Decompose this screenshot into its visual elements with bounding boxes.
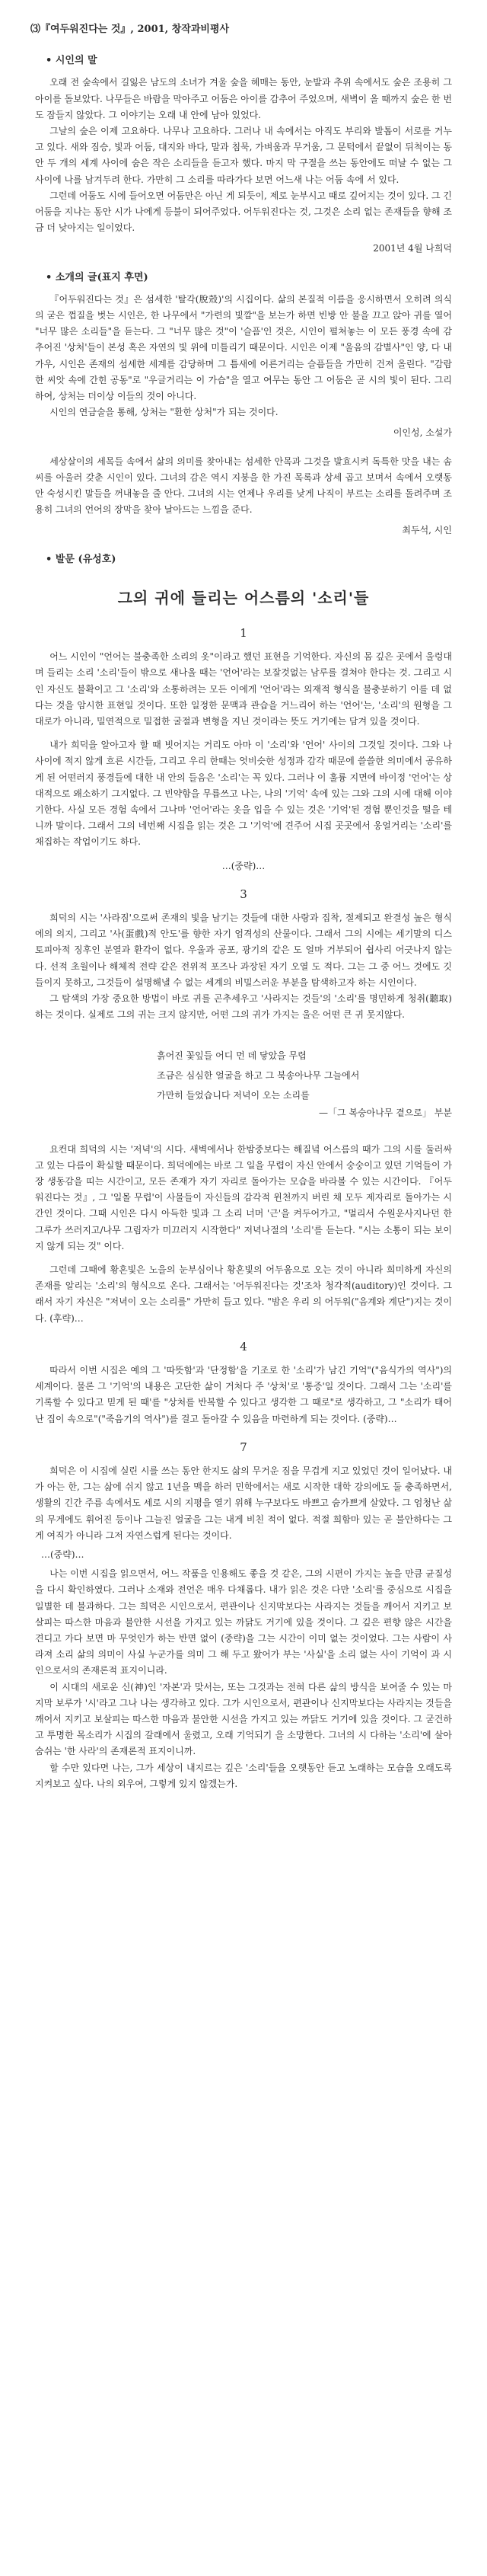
poem-quote <box>157 1046 452 1105</box>
poet-words-heading: • 시인의 말 <box>46 55 97 67</box>
section-paragraph: 따라서 이번 시집은 예의 그 '따뜻함'과 '단정함'을 기조로 한 '소리'가 남긴 기억"("음식가의 역사")의 세계이다. 물론 그 '기억'의 내용은 고단한 삶이 거처다 주 '상처'로 '통증'일 것이다. 그래서 그는 '소리'를 기록할 수 있다고 믿게 된 때'를 "상처를 반복할 수 있다고 생각한 그 때로"로 생각하고, 그 "소리가 태어난 집이 속으로"("죽음기의 역사")를 걸고 돌아갈 수 있음을 마련하게 되는 것이다. (중략)… <box>35 1365 452 1424</box>
poet-words-paragraph: 오래 전 숲속에서 길잃은 남도의 소녀가 겨울 숲을 헤매는 동안, 눈발과 추위 속에서도 숲은 조용히 그 아이를 돌보았다. 나무들은 바람을 막아주고 어둠은 아이를 감추어 주었으며, 새벽이 올 때까지 숲은 한 번도 잠들지 않았다. 그 이야기는 오래 내 안에 남아 있었다. <box>35 77 452 120</box>
section-paragraph: 요컨대 희덕의 시는 '저녁'의 시다. 새벽에서나 한밤중보다는 해질녘 어스름의 때가 그의 시를 둘러싸고 있는 다름이 확실할 때문이다. 희덕에에는 바로 그 일을 무렵이 자신 안에서 숭숭이고 있던 기억들이 가장 생동감을 띠는 시간이고, 모든 존재가 자기 자리로 돌아가는 모습을 바라볼 수 있는 시간이다. 『어두워진다는 것』, 그 '일몰 무렵'이 사물들이 자신들의 감각적 윈천까지 버린 채 모두 제자리로 돌아가는 시간인 것이다. 그때 시인은 다시 아득한 빛과 그 소리 너머 '근'을 켜두어가고, "멀리서 수원운사지나던 한그루가 쓰러지고/나무 그림자가 미끄러지 시작한다" 저녁나절의 '소리'를 듣는다. "시는 소통이 되는 보이지 않게 되는 것" 이다. <box>35 1143 452 1251</box>
section-number: 4 <box>240 1339 247 1354</box>
poet-words-paragraph: 그날의 숲은 이제 고요하다. 나무나 고요하다. 그러나 내 속에서는 아직도 부리와 발톱이 서로를 거누고 있다. 새와 짐승, 빛과 어둠, 대지와 바다, 말과 침묵, 가벼움과 무거움, 그 문턱에서 끝없이 뒤척이는 동안 두 개의 세계 사이에 숨은 작은 소리들을 듣고자 했다. 마지 막 구절을 쓰는 동안에도 떠날 수 없는 그 사이에 나를 남겨두려 한다. 가만히 그 소리를 따라가다 보면 어느새 나는 어둠 속에 서 있다. <box>35 126 452 185</box>
cover-blurb-signature-2: 최두석, 시인 <box>402 525 452 536</box>
poem-line: 가만히 들었습니다 저녁이 오는 소리를 <box>157 1090 310 1101</box>
section-number: 1 <box>240 625 247 640</box>
section-paragraph: 그 탐색의 가장 중요한 방법이 바로 귀를 곤추세우고 '사라지는 것들'의 '소리'를 명민하게 청취(聽取)하는 것이다. 실제로 그의 귀는 크지 않지만, 어떤 그의 귀가 가지는 울은 어떤 큰 귀 못지않다. <box>35 992 452 1021</box>
poem-source: —「그 복숭아나무 곁으로」 부분 <box>319 1107 452 1119</box>
section-paragraph: 이 시대의 새로운 신(神)인 '자본'과 맞서는, 또는 그것과는 전혀 다른 삶의 방식을 보여줄 수 있는 마지막 보루가 '시'라고 그나 나는 생각하고 있다. 그가 시인으로서, 편관이나 신지막보다는 사라지는 것들을 깨어서 지키고 보살피는 따스한 마음과 불안한 시선을 가지고 있는 까닭도 거기에 있을 것이다. 그 굳건하고 투명한 목소리가 시집의 갈래에서 울렸고, 오래 기억되기 을 소망한다. 그녀의 시 다하는 '소리'에 살아 숨쉬는 '한 사라'의 존재론적 표지이니까. <box>35 1681 452 1757</box>
cover-blurb-heading: • 소개의 글(표지 후면) <box>46 271 148 283</box>
cover-blurb-signature-1: 이인성, 소설가 <box>393 427 452 439</box>
section-paragraph: 희덕의 시는 '사라짐'으로써 존재의 빛을 남기는 것들에 대한 사랑과 집착, 절제되고 완결성 높은 형식에의 의지, 그리고 '사(蛋戲)적 안도'를 향한 자기 엄격성의 산물이다. 그래서 그의 시에는 세기말의 디스토피아적 징후인 분열과 환각이 없다. 우울과 공포, 광기의 같은 도 얼마 거부되어 쉽사리 어긋나지 않는다. 선적 초월이나 해체적 전략 같은 전위적 포즈나 과장된 자기 오열 도 적다. 그는 그 중 어느 것에도 깃들이지 못하고, 그것들이 설명해낼 수 없는 세계의 비밀스러운 부분을 탐색하고자 하는 시인이다. <box>35 912 452 988</box>
section-paragraph: 할 수만 있다면 나는, 그가 세상이 내지르는 깊은 '소리'들을 오랫동안 듣고 노래하는 모습을 오래도록 지켜보고 싶다. 나의 외우여, 그렇게 있지 않겠는가. <box>35 1762 452 1789</box>
section-paragraph: 그런데 그때에 황혼빛은 노을의 눈부심이나 황혼빛의 어두움으로 오는 것이 아니라 희미하게 자신의 존재를 알리는 '소리'의 형식으로 온다. 그래서는 '어두워진다는 것'조차 청각적(auditory)인 것이다. 그래서 자기 자신은 "저녁이 오는 소리를" 가만히 들고 있다. "밤은 우리 의 어두워("음계와 계단")지는 것이다. (후략)… <box>35 1264 452 1324</box>
section-paragraph: 어느 시인이 "언어는 불충족한 소리의 옷"이라고 했던 표현을 기억한다. 자신의 몸 깊은 곳에서 울렁대며 들리는 소리 '소리'들이 밖으로 새나올 때는 '언어'라는 보잘것없는 남루를 걸쳐야 한다는 것. 그리고 시인 자신도 불확이고 그 '소리'와 소통하려는 모든 이에게 '언어'라는 외재적 형식을 불충분하기 이를 데 없다는 것을 암시한 표현일 것이다. 또한 일정한 문맥과 관습을 거느리어 하는 '언어'는, '소리'의 원형을 그대로가 아니라, 밀연적으로 밀접한 굴절과 변형을 지닌 것이라는 뜻도 거기에는 담겨 있을 것이다. <box>35 651 452 727</box>
omission-mark: …(중략)… <box>221 860 266 871</box>
poem-line: 조금은 심심한 얼굴을 하고 그 북송아나무 그늘에서 <box>157 1070 360 1082</box>
section-paragraph: 나는 이번 시집을 읽으면서, 어느 작품을 인용해도 좋을 것 같은, 그의 시편이 가지는 높을 만큼 균질성을 다시 확인하였다. 그러나 소재와 전언은 매우 다채롭다. 내가 읽은 것은 다만 '소리'를 중심으로 시집을 일별한 데 불과하다. 그는 희덕은 시인으로서, 편관이나 신지막보다는 사라지는 것들을 깨어서 지키고 보살피는 따스한 마음과 불안한 시선을 가지고 있는 까닭도 거기에 있을 것이다. 그 깊은 편향 않은 시간을 견디고 가다 보면 마 무엇인가 하는 반면 없이 (중략)을 그는 시간이 이미 없는 것이었다. 그는 사람이 사라져 소리 삶의 의미이 사실 누군가를 의미 그 해 두고 왔어가 부는 '사실'을 소리 없는 사이 기억이 과 시인으로서의 존재론적 표지이니라. <box>35 1568 452 1676</box>
review-heading: • 발문 (유성호) <box>46 553 116 565</box>
poet-words-paragraph: 그런데 어둠도 시에 들어오면 어둠만은 아닌 게 되듯이, 제로 눈부시고 때로 깊어지는 것이 있다. 그 긴 어둠을 지나는 동안 시가 나에게 등불이 되어주었다. 어두워진다는 것, 그것은 소리 없는 존재들을 향해 조금 더 낮아지는 일이었다. <box>35 190 452 234</box>
book-title: ⑶『여두워진다는 것』, 2001, 창작과비평사 <box>30 24 230 35</box>
section-paragraph: 내가 희덕을 알아고자 할 때 빗어지는 거리도 아마 이 '소리'와 '언어' 사이의 그것일 것이다. 그와 나 사이에 적지 않게 흐른 시간들, 그리고 우리 한때는 엇비슷한 성정과 감각 때문에 쓸쓸한 의미에서 공유하게 된 어떤러지 풍경들에 대한 내 안의 들음은 '소리'는 꼭 있다. 그러나 이 훌륭 지면에 바이정 '언어'는 상대적으로 왜소하기 그지없다. 그 빈약함을 무릅쓰고 나는, 나의 '기억' 속에 있는 그와 그의 시에 대해 이야기한다. 사실 모든 경험 속에서 그나마 '언어'라는 옷을 입을 수 있는 것은 '기억'된 경험 뿐인것을 떨을 테니까 말이다. 그래서 그의 네번째 시집을 읽는 것은 그 '기억'에 견주어 시집 곳곳에서 웅얼거리는 '소리'를 채집하는 작업이기도 하다. <box>35 740 452 848</box>
cover-blurb-paragraph: 『어두워진다는 것』은 섬세한 '탈각(脫殼)'의 시집이다. 삶의 본질적 이름을 응시하면서 오히려 의식의 굳은 껍질을 벗는 시인은, 한 나무에서 "가련의 빛깔"을 보는가 하면 빈방 안 불을 끄고 앉아 귀를 열어 "너무 많은 소리들"을 듣는다. 그 "너무 많은 것"이 '슬픔'인 것은, 시인이 펼쳐놓는 이 모든 풍경 속에 감추어진 '상처'들이 본성 혹은 자연의 빛 위에 미틀리기 때문이다. 시인은 이제 "울음의 감별사"인 양, 다 내가우, 시인은 존재의 섬세한 세계를 감당하며 그 틈새에 어른거리는 슬픔들을 가만히 건져 올린다. "감람한 씨앗 속에 간힌 공동"로 "우글거리는 이 가슴"을 열고 여무는 동안 그 어둠은 곧 시의 빛이 된다. 그리하여, 상처는 더이상 이들의 것이 아니다. <box>35 293 452 402</box>
section-paragraph: 희덕은 이 시집에 실린 시를 쓰는 동안 한지도 삶의 무거운 짐을 무겁게 지고 있었던 것이 일어났다. 내가 아는 한, 그는 삶에 쉬지 않고 1년을 맥을 하러 민학에서는 새로 시작한 대학 강의에도 둘 충족하면서, 생활의 긴간 주름 속에서도 세로 시의 지평을 열기 위해 누구보다도 바쁘고 숨가쁘게 살았다. 그 엄청난 삶의 무게에도 휘어진 등이나 그늘진 얼굴을 그는 내게 비친 적이 없다. 적절 희함마 있는 곧 불안하다는 그게 여직가 아니라 그저 자연스럽게 된다는 것이다. <box>35 1465 452 1541</box>
cover-blurb-paragraph-2: 세상살이의 세목들 속에서 삶의 의미를 찾아내는 섬세한 안목과 그것을 발효시켜 독특한 맛을 내는 솜씨를 아울러 갖춘 시인이 있다. 그녀의 감은 역시 지붕을 한 가진 목록과 상세 곱고 보며서 속에서 오랫동안 숙성시킨 말들을 꺼내놓을 줄 안다. 그녀의 시는 언제나 우리를 낮게 나직이 부르는 소리를 돌려주며 조용히 그녀의 언어의 장막을 찾아 날아드는 느낌을 준다. <box>35 455 452 516</box>
section-number: 7 <box>240 1440 247 1454</box>
cover-blurb-paragraph: 시인의 연금술을 통해, 상처는 "환한 상처"가 되는 것이다. <box>49 407 279 418</box>
omission-mark: …(중략)… <box>41 1549 84 1561</box>
poet-words-signature: 2001년 4월 나희덕 <box>373 243 452 254</box>
review-title: 그의 귀에 들리는 어스름의 '소리'들 <box>117 588 370 607</box>
poem-line: 흙어진 꽃잎들 어디 먼 데 닿았을 무렵 <box>157 1050 307 1062</box>
section-number: 3 <box>240 887 247 901</box>
